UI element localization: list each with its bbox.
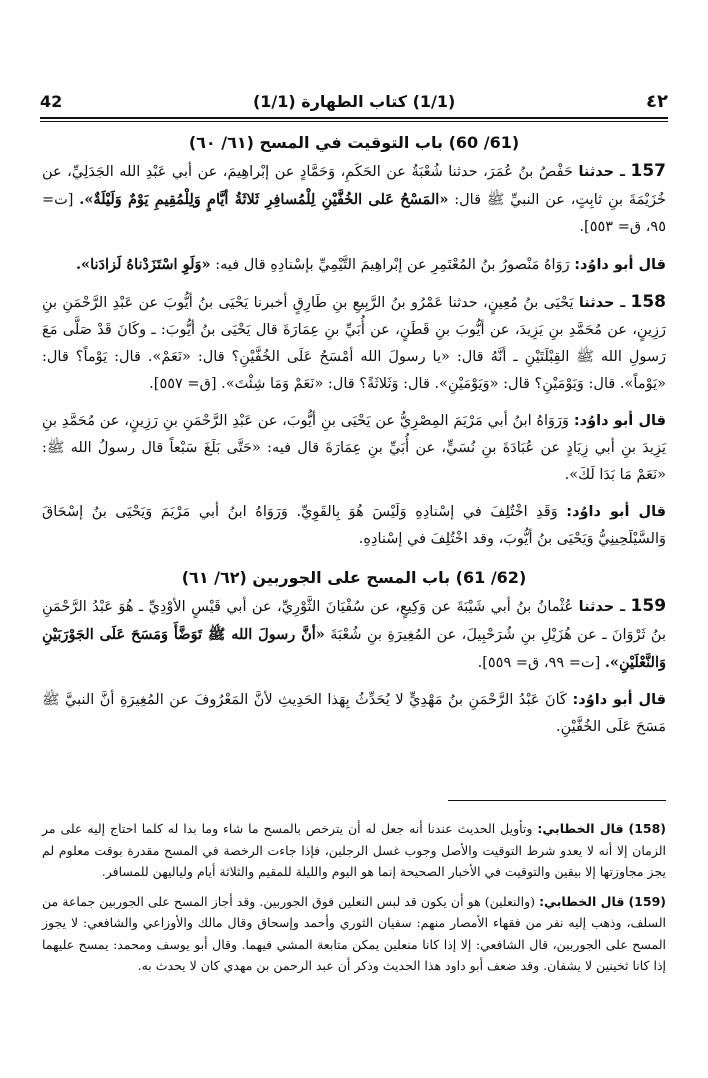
hadith-159 bbox=[42, 593, 666, 677]
hadith-text: حَفْصُ بنُ عُمَرَ، حدثنا شُعْبَةُ عن الحَكَمِ، وَحَمَّادٍ عن إبْراهِيمَ، عن أبي عَبْدِ الله الجَدَلِيِّ، عن خُزَيْمَةَ بنِ ثابِتٍ، عن النبيِّ ﷺ قال: bbox=[42, 164, 667, 208]
main-text bbox=[42, 128, 666, 751]
hadith-quote: «أنَّ رسولَ الله ﷺ تَوَضَّأَ وَمَسَحَ عَلَى الجَوْرَبَيْنِ وَالنَّعْلَيْنِ». bbox=[42, 626, 666, 671]
abu-dawud-comment-158b bbox=[42, 499, 666, 553]
hadith-quote: «المَسْحُ عَلى الخُفَّيْنِ لِلْمُسافِرِ ثَلاثَةُ أيَّامٍ وَلِلْمُقِيمِ يَوْمٌ وَلَيْلَةٌ». bbox=[79, 191, 449, 208]
comment-lead: قال أبو داوُد: bbox=[573, 413, 667, 429]
comment-text: رَوَاهُ مَنْصورُ بنُ المُعْتَمِرِ عن إبْراهِيمَ التَّيْمِيِّ بإسْنادِهِ قال فيه: bbox=[215, 257, 570, 273]
chapter-title-60: (61/ 60) باب التوقيت في المسح (٦١/ ٦٠) bbox=[188, 133, 520, 152]
comment-lead: قال أبو داوُد: bbox=[572, 692, 667, 708]
header-rule-thin bbox=[40, 121, 668, 122]
hadith-number: 159 bbox=[630, 596, 667, 616]
comment-text: وَقَدِ اخْتُلِفَ في إسْنادِهِ وَلَيْسَ هُوَ بِالقَوِيِّ. وَرَوَاهُ ابنُ أبي مَرْيَمَ وَيَحْيَى بنُ إسْحَاقَ وَالسَّيْلَحِينِيُّ وَيَحْيَى بنُ أيُّوبَ، وقد اخْتُلِفَ في إسْنادِهِ. bbox=[42, 504, 666, 547]
hadith-157 bbox=[42, 158, 666, 241]
comment-quote: «وَلَوِ اسْتَزَدْناهُ لَزادَنا». bbox=[75, 256, 211, 273]
footnote-text: (والنعلين) هو أن يكون قد لبس النعلين فوق الجوربين. وقد أجاز المسح على الجوربين جماعة من السلف، وذهب إليه نفر من فقهاء الأمصار منهم: سفيان الثوري وأحمد وإسحاق وقال مالك والأوزاعي والشافعي: لا يجوز المسح على الجوربين، قال الشافعي: إلا إذا كانا منعلين يمكن متابعة المشي فيهما. وقال أبو يوسف ومحمد: يمسح عليهما إذا كانا ثخينين لا يشفان. وقد ضعف أبو داود هذا الحديث وذكر أن عبد الرحمن بن مهدي كان لا يحدث به. bbox=[42, 893, 666, 973]
abu-dawud-comment-157 bbox=[42, 251, 666, 279]
footnote-number: (159) bbox=[628, 893, 666, 909]
footnote-text: وتأويل الحديث عندنا أنه جعل له أن يترخص بالمسح ما شاء وما بدا له كلما احتاج إليه على مر الزمان إلا أنه لا يعدو شرط التوقيت والأصل وجوب غسل الرجلين، فإذا جاءت الرخصة في المسح مقدرة بوقت معلوم لم يجز مجاوزتها إلا بيقين والتوقيت في الأخبار الصحيحة إنما هو اليوم والليلة للمقيم والثلاثة أيام ولياليهن للمسافر. bbox=[42, 821, 666, 879]
page-header bbox=[40, 88, 668, 114]
hadith-text: يَحْيَى بنُ مُعِينٍ، حدثنا عَمْرُو بنُ الرَّبِيعِ بنِ طَارِقٍ أخبرنا يَحْيَى بنُ أيُّوبَ عن عَبْدِ الرَّحْمَنِ بنِ رَزِينٍ، عن مُحَمَّدِ بنِ يَزِيدَ، عن أيُّوبَ بنِ قَطَنٍ، عن أُبَيِّ بنِ عِمَارَةَ قال يَحْيَى بنُ أيُّوبَ: ـ وكَانَ قَدْ صَلَّى مَعَ رَسولِ الله ﷺ القِبْلَتَيْنِ ـ أنَّهُ قال: «يا رسولَ الله أمْسَحُ عَلَى الخُفَّيْنِ؟ قال: «نَعَمْ». قال: يَوْماً؟ قال: «يَوْماً». قال: وَيَوْمَيْنِ؟ قال: «وَيَوْمَيْنِ». قال: وَثَلاثَةً؟ قال: «نَعَمْ وَمَا شِئْتَ». bbox=[42, 295, 666, 392]
comment-text: وَرَوَاهُ ابنُ أبي مَرْيَمَ المِصْرِيُّ عن يَحْيَى بنِ أيُّوبَ، عن عَبْدِ الرَّحْمَنِ بنِ رَزِينٍ، عن مُحَمَّدِ بنِ يَزِيدَ بنِ أبي زِيَادٍ عن عُبَادَةَ بنِ نُسَيٍّ، عن أُبَيِّ بنِ عِمَارَةَ قال فيه: «حَتَّى بَلَغَ سَبْعاً قال رسولُ الله ﷺ: «نَعَمْ مَا بَدَا لَكَ». bbox=[42, 413, 666, 483]
footnote-lead: قال الخطابي: bbox=[537, 821, 624, 836]
footnotes bbox=[42, 818, 666, 985]
hadith-lead: ـ حدثنا bbox=[578, 295, 626, 311]
hadith-lead: ـ حدثنا bbox=[578, 164, 626, 180]
footnote-number: (158) bbox=[628, 821, 666, 836]
page-number-latin: 42 bbox=[40, 91, 63, 111]
hadith-reference: [ت= ٩٩، ق= ٥٥٩]. bbox=[477, 655, 601, 671]
footnote-separator bbox=[448, 800, 666, 801]
footnote-lead: قال الخطابي: bbox=[539, 893, 625, 909]
hadith-number: 158 bbox=[630, 292, 667, 312]
comment-lead: قال أبو داوُد: bbox=[566, 504, 667, 520]
page-number-arabic: ٤٢ bbox=[646, 90, 668, 112]
hadith-reference: [ت= ٩٥، ق= ٥٥٣]. bbox=[42, 192, 666, 235]
footnote-158 bbox=[42, 818, 666, 883]
header-rule bbox=[40, 117, 668, 119]
hadith-reference: [ق= ٥٥٧]. bbox=[149, 376, 217, 392]
hadith-text: عُثْمانُ بنُ أبي شَيْبَةَ عن وَكِيعٍ، عن سُفْيَانَ الثَّوْرِيِّ، عن أبي قَيْسٍ الأوْدِيِّ ـ هُوَ عَبْدُ الرَّحْمَنِ بنُ ثَرْوَانَ ـ عن هُزَيْلِ بنِ شُرَحْبِيلَ، عن المُغِيرَةِ بنِ شُعْبَةَ bbox=[42, 599, 667, 643]
hadith-lead: ـ حدثنا bbox=[578, 599, 626, 615]
running-title: (1/1) كتاب الطهارة (1/1) bbox=[252, 91, 456, 111]
comment-text: كَانَ عَبْدُ الرَّحْمَنِ بنُ مَهْدِيٍّ لا يُحَدِّثُ بِهَذا الحَدِيثِ لأنَّ المَعْرُوفَ عن المُغِيرَةِ أنَّ النبيَّ ﷺ مَسَحَ عَلَى الخُفَّيْنِ. bbox=[42, 692, 666, 735]
footnote-159 bbox=[42, 891, 666, 977]
abu-dawud-comment-159 bbox=[42, 687, 666, 741]
abu-dawud-comment-158a bbox=[42, 408, 666, 489]
hadith-number: 157 bbox=[630, 161, 667, 181]
hadith-158 bbox=[42, 289, 666, 398]
chapter-title-61: (62/ 61) باب المسح على الجوربين (٦٢/ ٦١) bbox=[181, 568, 527, 587]
comment-lead: قال أبو داوُد: bbox=[574, 257, 666, 273]
